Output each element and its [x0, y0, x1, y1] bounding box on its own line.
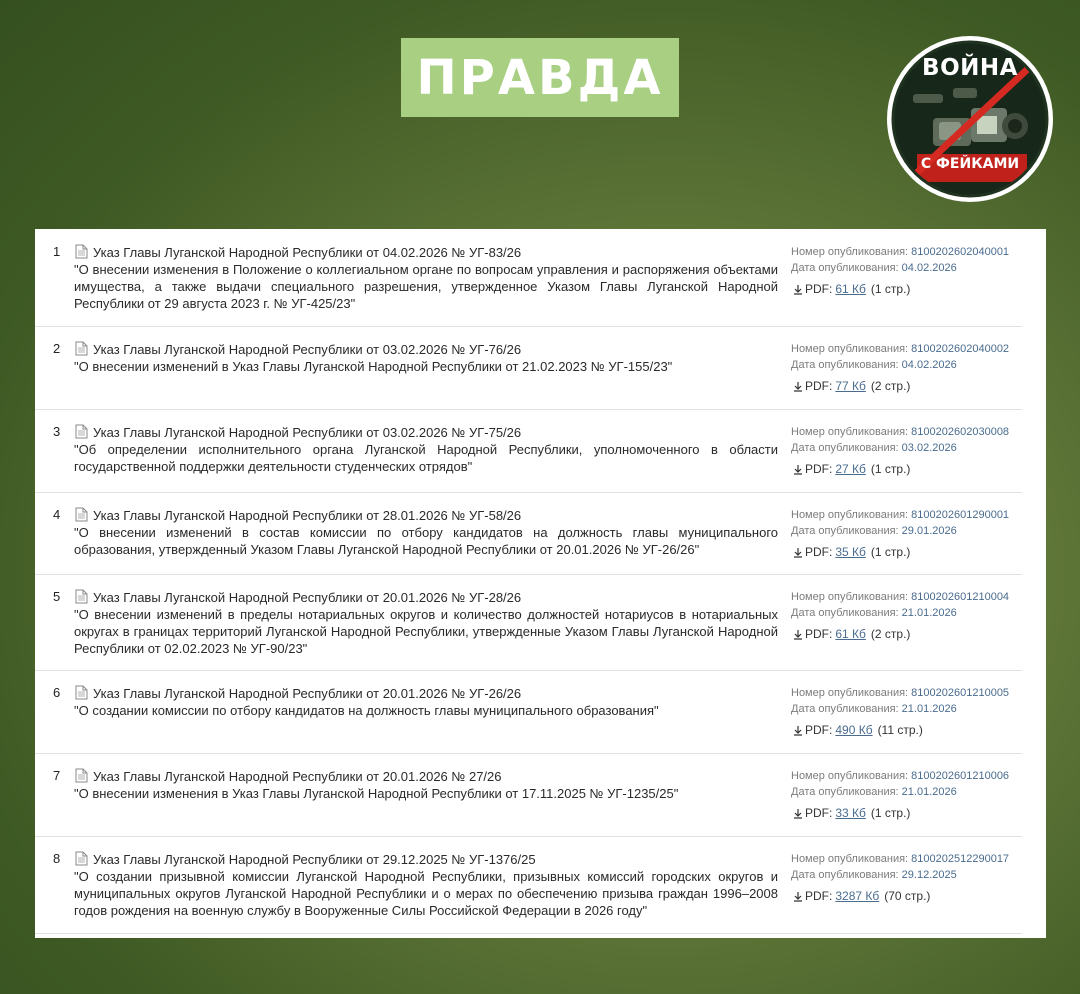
publication-meta: Номер опубликования: 8100202512290017 Дата опубликования: 29.12.2025	[791, 853, 1010, 881]
pdf-download: PDF: 77 Кб (2 стр.)	[793, 379, 910, 393]
list-item	[35, 492, 1022, 575]
publication-number: 8100202602030008	[911, 426, 1010, 438]
page-count: (1 стр.)	[870, 462, 911, 476]
item-number: 5	[53, 589, 61, 604]
decree-title[interactable]: Указ Главы Луганской Народной Республики от 20.01.2026 № 27/26	[93, 769, 502, 784]
publication-meta: Номер опубликования: 8100202601210006 Дата опубликования: 21.01.2026	[791, 770, 1010, 798]
pdf-size-link[interactable]: 61 Кб	[835, 282, 866, 296]
decree-title[interactable]: Указ Главы Луганской Народной Республики от 04.02.2026 № УГ-83/26	[93, 245, 522, 260]
publication-number: 8100202601210005	[911, 687, 1010, 699]
decree-description: "О внесении изменения в Указ Главы Луганской Народной Республики от 17.11.2025 № УГ-1235/25"	[74, 786, 679, 801]
document-icon	[75, 341, 88, 356]
publication-date: 04.02.2026	[901, 262, 957, 274]
publication-meta: Номер опубликования: 8100202602040001 Дата опубликования: 04.02.2026	[791, 246, 1010, 274]
decree-title[interactable]: Указ Главы Луганской Народной Республики от 03.02.2026 № УГ-76/26	[93, 342, 522, 357]
document-icon	[75, 507, 88, 522]
publication-date: 21.01.2026	[901, 607, 957, 619]
publication-number: 8100202602040002	[911, 343, 1010, 355]
pdf-size-link[interactable]: 35 Кб	[835, 545, 866, 559]
page-count: (1 стр.)	[870, 545, 911, 559]
decree-description: "Об определении исполнительного органа Луганской Народной Республики, уполномоченного в области государственной поддержки деятельности студенческих отрядов"	[74, 442, 778, 474]
document-icon	[75, 244, 88, 259]
publication-number: 8100202601290001	[911, 509, 1010, 521]
document-icon	[75, 768, 88, 783]
publication-date: 29.12.2025	[901, 869, 957, 881]
pdf-size-link[interactable]: 77 Кб	[835, 379, 866, 393]
list-item	[35, 229, 1022, 327]
publication-number: 8100202601210006	[911, 770, 1010, 782]
decree-description: "О внесении изменения в Положение о коллегиальном органе по вопросам управления и распоряжения объектами имущества, а также выдачи специального разрешения, утвержденное Указом Главы Луганской Народной Республики от 29 августа 2023 г. № УГ-425/23"	[74, 262, 778, 311]
pdf-size-link[interactable]: 3287 Кб	[835, 889, 880, 903]
download-icon[interactable]	[793, 464, 803, 475]
publication-date: 21.01.2026	[901, 786, 957, 798]
list-item	[35, 326, 1022, 410]
publication-meta: Номер опубликования: 8100202601290001 Дата опубликования: 29.01.2026	[791, 509, 1010, 537]
list-item	[35, 753, 1022, 837]
document-icon	[75, 589, 88, 604]
download-icon[interactable]	[793, 629, 803, 640]
publication-meta: Номер опубликования: 8100202602040002 Дата опубликования: 04.02.2026	[791, 343, 1010, 371]
pdf-download: PDF: 61 Кб (2 стр.)	[793, 627, 910, 641]
page-count: (11 стр.)	[877, 723, 923, 737]
list-item	[35, 574, 1022, 671]
pdf-download: PDF: 35 Кб (1 стр.)	[793, 545, 910, 559]
item-number: 3	[53, 424, 61, 439]
pdf-size-link[interactable]: 33 Кб	[835, 806, 866, 820]
item-number: 8	[53, 851, 61, 866]
publication-date: 29.01.2026	[901, 525, 957, 537]
pdf-size-link[interactable]: 490 Кб	[835, 723, 873, 737]
decree-title[interactable]: Указ Главы Луганской Народной Республики от 29.12.2025 № УГ-1376/25	[93, 852, 536, 867]
item-number: 6	[53, 685, 61, 700]
pdf-download: PDF: 61 Кб (1 стр.)	[793, 282, 910, 296]
item-number: 4	[53, 507, 61, 522]
document-icon	[75, 685, 88, 700]
page-count: (1 стр.)	[870, 806, 911, 820]
publication-number: 8100202602040001	[911, 246, 1010, 258]
item-number: 2	[53, 341, 61, 356]
decree-title[interactable]: Указ Главы Луганской Народной Республики от 28.01.2026 № УГ-58/26	[93, 508, 522, 523]
publication-meta: Номер опубликования: 8100202601210004 Дата опубликования: 21.01.2026	[791, 591, 1010, 619]
logo-bottom-text: С ФЕЙКАМИ	[920, 156, 1020, 172]
decree-title[interactable]: Указ Главы Луганской Народной Республики от 20.01.2026 № УГ-28/26	[93, 590, 522, 605]
decree-list	[35, 229, 1046, 938]
publication-number: 8100202601210004	[911, 591, 1010, 603]
decree-description: "О внесении изменений в состав комиссии по отбору кандидатов на должность главы муниципального образования, утвержденный Указом Главы Луганской Народной Республики от 20.01.2026 № УГ-26/26"	[74, 525, 778, 557]
voina-s-feikami-logo	[887, 36, 1053, 202]
decree-description: "О создании комиссии по отбору кандидатов на должность главы муниципального образования"	[74, 703, 659, 718]
document-icon	[75, 851, 88, 866]
page-count: (2 стр.)	[870, 627, 911, 641]
publication-date: 04.02.2026	[901, 359, 957, 371]
publication-meta: Номер опубликования: 8100202601210005 Дата опубликования: 21.01.2026	[791, 687, 1010, 715]
download-icon[interactable]	[793, 808, 803, 819]
pdf-download: PDF: 33 Кб (1 стр.)	[793, 806, 910, 820]
decree-description: "О внесении изменений в пределы нотариальных округов и количество должностей нотариусов в нотариальных округах в границах территорий Луганской Народной Республики, утвержденные Указом Главы Луганской Народной Республики от 02.02.2023 № УГ-90/23"	[74, 607, 778, 656]
list-item	[35, 836, 1022, 934]
publication-meta: Номер опубликования: 8100202602030008 Дата опубликования: 03.02.2026	[791, 426, 1010, 454]
download-icon[interactable]	[793, 725, 803, 736]
download-icon[interactable]	[793, 547, 803, 558]
list-item	[35, 409, 1022, 493]
decree-title[interactable]: Указ Главы Луганской Народной Республики от 20.01.2026 № УГ-26/26	[93, 686, 522, 701]
pdf-download: PDF: 3287 Кб (70 стр.)	[793, 889, 930, 903]
publication-date: 21.01.2026	[901, 703, 957, 715]
pdf-size-link[interactable]: 61 Кб	[835, 627, 866, 641]
list-item	[35, 670, 1022, 754]
pravda-badge: ПРАВДА	[401, 38, 679, 117]
decree-title[interactable]: Указ Главы Луганской Народной Республики от 03.02.2026 № УГ-75/26	[93, 425, 522, 440]
page-count: (1 стр.)	[870, 282, 911, 296]
download-icon[interactable]	[793, 381, 803, 392]
pdf-size-link[interactable]: 27 Кб	[835, 462, 866, 476]
download-icon[interactable]	[793, 284, 803, 295]
decree-description: "О внесении изменений в Указ Главы Луганской Народной Республики от 21.02.2023 № УГ-155/23"	[74, 359, 673, 374]
pdf-download: PDF: 490 Кб (11 стр.)	[793, 723, 923, 737]
download-icon[interactable]	[793, 891, 803, 902]
logo-top-text: ВОЙНА	[922, 55, 1018, 81]
item-number: 7	[53, 768, 61, 783]
publication-number: 8100202512290017	[911, 853, 1010, 865]
document-icon	[75, 424, 88, 439]
decree-description: "О создании призывной комиссии Луганской Народной Республики, призывных комиссий городских округов и муниципальных округов Луганской Народной Республики и о мерах по обеспечению призыва граждан 1996–2008 годов рождения на военную службу в Вооруженные Силы Российской Федерации в 2026 году"	[74, 869, 778, 918]
pdf-download: PDF: 27 Кб (1 стр.)	[793, 462, 910, 476]
page-count: (70 стр.)	[884, 889, 931, 903]
publication-date: 03.02.2026	[901, 442, 957, 454]
item-number: 1	[53, 244, 61, 259]
page-count: (2 стр.)	[870, 379, 911, 393]
